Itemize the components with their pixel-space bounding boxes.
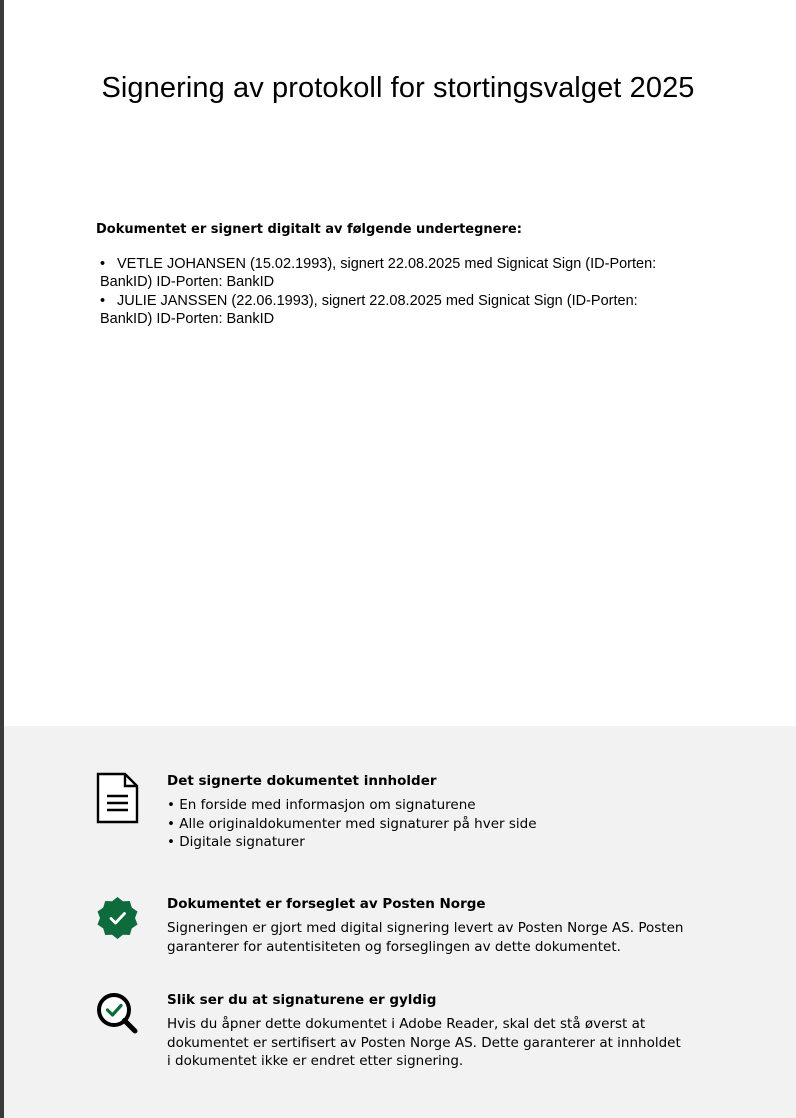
signer-text: JULIE JANSSEN (22.06.1993), signert 22.08.2025 med Signicat Sign (ID-Porten: BankID) ID-Porten: BankID xyxy=(100,293,638,327)
info-body: Signeringen er gjort med digital signering levert av Posten Norge AS. Posten garanterer for autentisiteten og forseglingen av dette dokumentet. xyxy=(167,920,684,955)
info-text xyxy=(167,772,687,852)
magnifier-check-icon xyxy=(96,991,140,1043)
info-text xyxy=(167,991,687,1071)
bullet: • xyxy=(100,256,106,272)
info-title: Det signerte dokumentet innholder xyxy=(167,773,437,789)
verified-badge-icon xyxy=(96,895,140,947)
bullet: • xyxy=(100,293,106,309)
page-title: Signering av protokoll for stortingsvalget 2025 xyxy=(101,72,695,104)
info-text xyxy=(167,895,687,956)
info-panel xyxy=(4,726,796,1118)
info-list-item: • En forside med informasjon om signaturene xyxy=(167,797,476,813)
info-list-item: • Digitale signaturer xyxy=(167,834,305,850)
signers-heading: Dokumentet er signert digitalt av følgende undertegnere: xyxy=(96,222,522,237)
info-title: Slik ser du at signaturene er gyldig xyxy=(167,992,437,1008)
info-body: Hvis du åpner dette dokumentet i Adobe Reader, skal det stå øverst at dokumentet er sertifisert av Posten Norge AS. Dette garanterer at innholdet i dokumentet ikke er endret etter signering. xyxy=(167,1016,681,1069)
signer-item xyxy=(100,256,690,291)
info-list-item: • Alle originaldokumenter med signaturer på hver side xyxy=(167,815,537,832)
signer-item xyxy=(100,293,690,328)
signer-text: VETLE JOHANSEN (15.02.1993), signert 22.08.2025 med Signicat Sign (ID-Porten: BankID) ID-Porten: BankID xyxy=(100,256,657,290)
info-title: Dokumentet er forseglet av Posten Norge xyxy=(167,896,486,912)
info-list xyxy=(167,796,687,852)
signer-list xyxy=(100,256,690,330)
document-icon xyxy=(96,772,140,824)
